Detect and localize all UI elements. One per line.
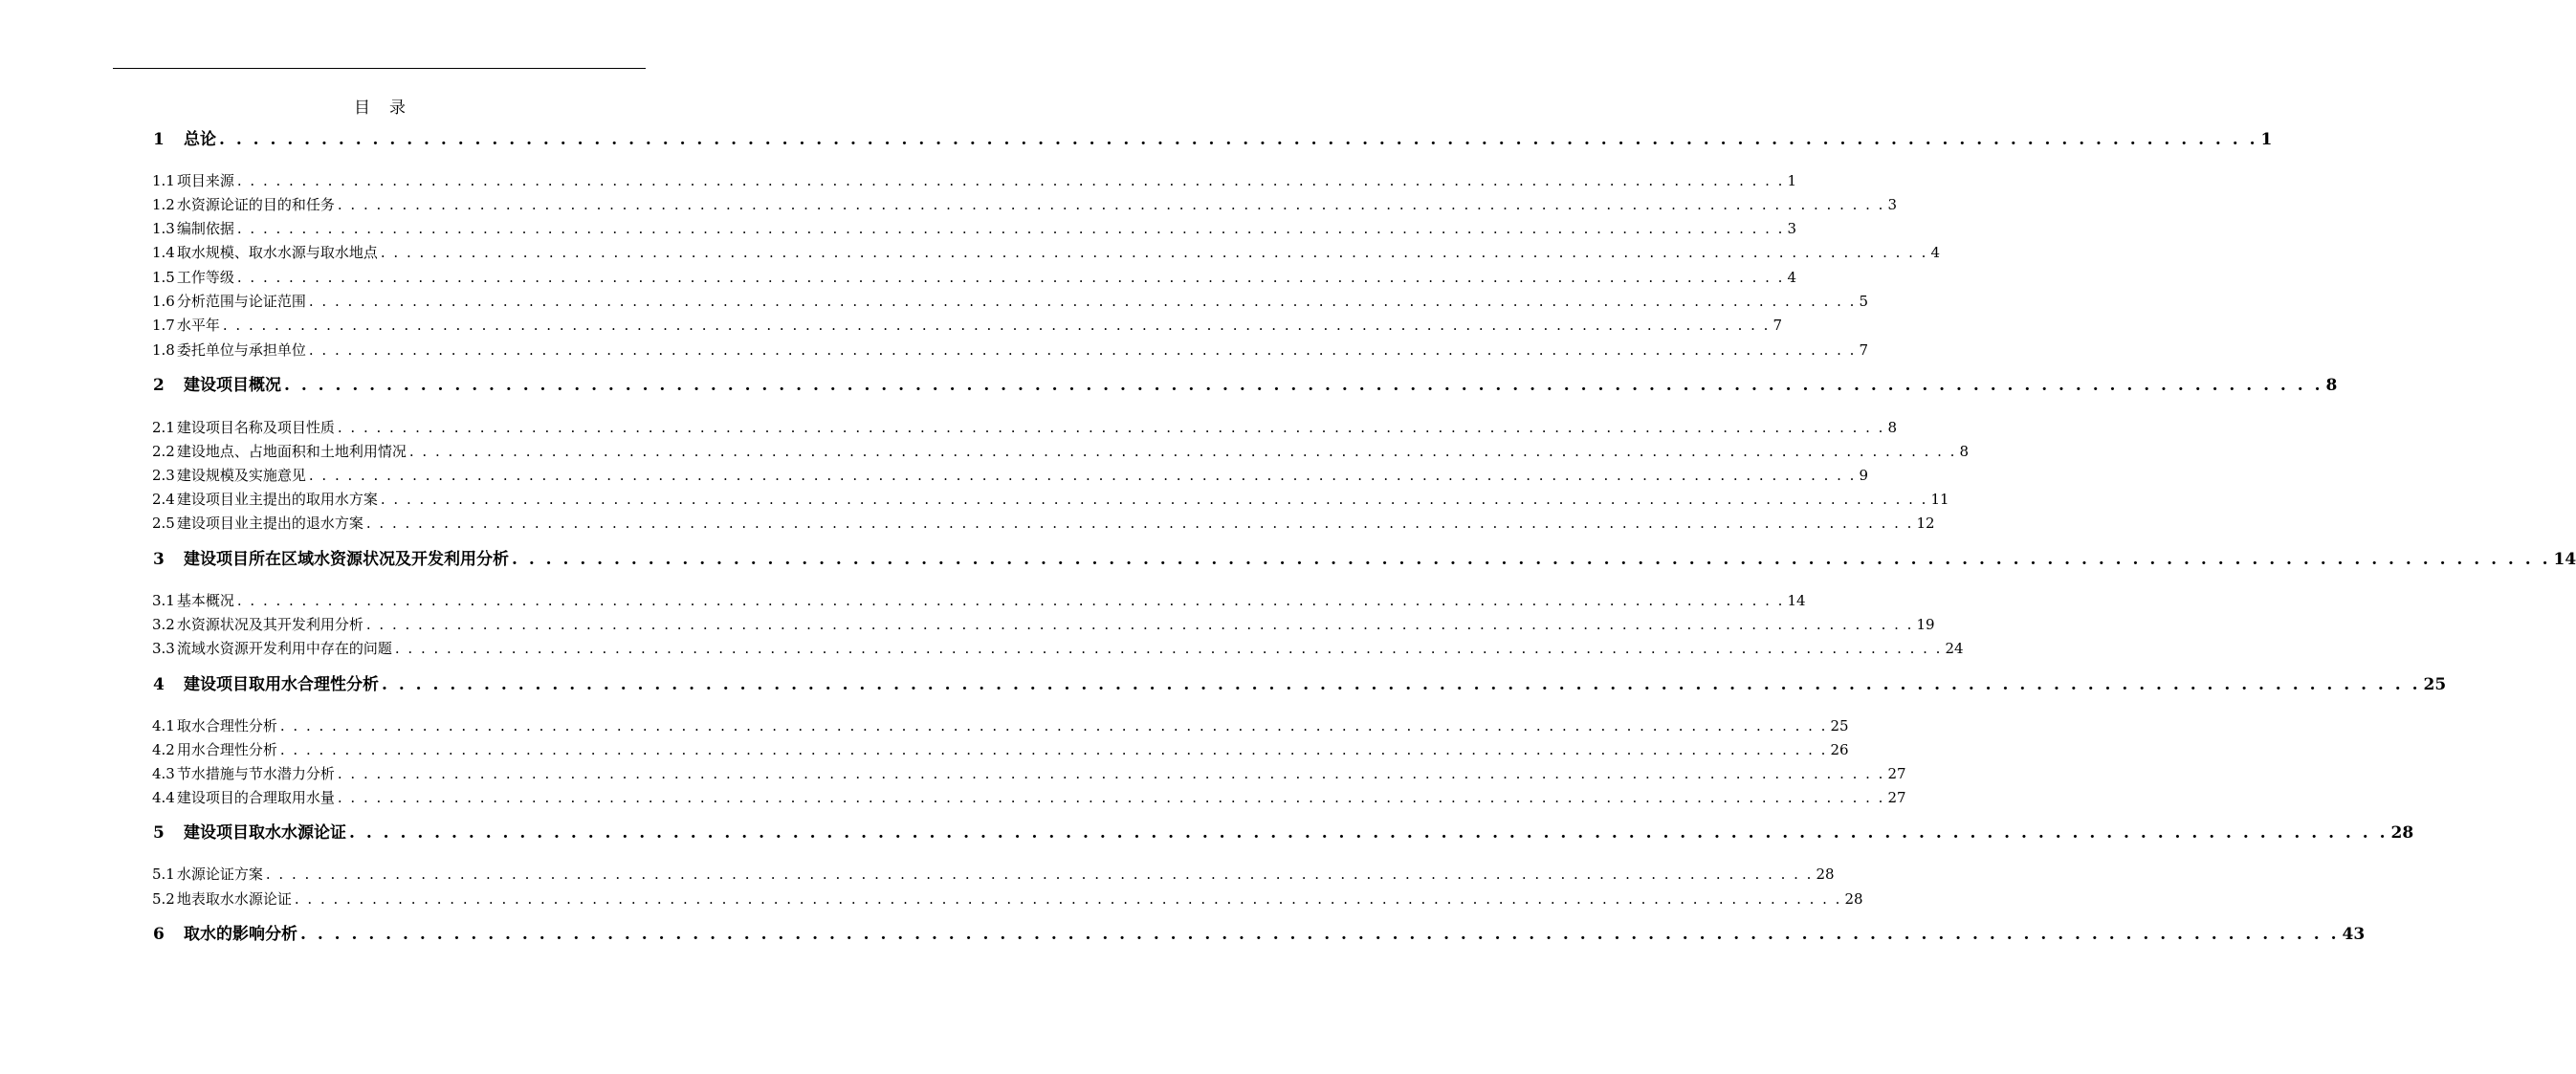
toc-entry-page: 8: [1887, 419, 1897, 436]
toc-entry-page: 12: [1916, 515, 1935, 532]
toc-section-entry[interactable]: [152, 315, 1782, 336]
toc-title-char-2: 录: [389, 99, 406, 118]
toc-entry-page: 14: [1787, 592, 1806, 609]
toc-entry-title: 建设项目所在区域水资源状况及开发利用分析: [184, 550, 509, 569]
toc-entry-number: 4.1: [152, 717, 175, 734]
toc-section-entry[interactable]: [152, 194, 1897, 215]
toc-entry-number: 2.2: [152, 443, 175, 460]
toc-section-entry[interactable]: [152, 218, 1796, 239]
toc-entry-page: 24: [1945, 640, 1964, 657]
toc-section-entry[interactable]: [152, 489, 1949, 510]
toc-entry-number: 1.7: [152, 317, 175, 334]
toc-entry-page: 27: [1887, 789, 1906, 806]
toc-chapter-entry[interactable]: [153, 371, 2338, 395]
toc-entry-number: 1.8: [152, 341, 175, 359]
toc-entry-number: 5.2: [152, 890, 175, 908]
toc-dot-leader: . . . . . . . . . . . . . . . . . . . . . . . . . . . . . . . . . . . . . . . . . . . . . . . . . . . . . . . . . . . . . . . . . . . . . . . . . . . . . . . . . . . . . . . . . . . . . . . . . . . . . . . . . . . . . . . . . . . . . . . .: [219, 130, 2258, 149]
toc-entry-title: 取水规模、取水水源与取水地点: [176, 244, 378, 261]
toc-dot-leader: . . . . . . . . . . . . . . . . . . . . . . . . . . . . . . . . . . . . . . . . . . . . . . . . . . . . . . . . . . . . . . . . . . . . . . . . . . . . . . . . . . . . . . . . . . . . . . . . . . . . . . . . . . . . . . . . . . . . . . . .: [236, 269, 1785, 286]
toc-entry-page: 28: [2390, 823, 2414, 843]
toc-entry-title: 项目来源: [176, 172, 234, 189]
toc-entry-title: 节水措施与节水潜力分析: [176, 765, 335, 782]
toc-section-entry[interactable]: [152, 888, 1863, 910]
toc-section-entry[interactable]: [152, 864, 1835, 885]
toc-section-entry[interactable]: [152, 614, 1935, 635]
toc-dot-leader: . . . . . . . . . . . . . . . . . . . . . . . . . . . . . . . . . . . . . . . . . . . . . . . . . . . . . . . . . . . . . . . . . . . . . . . . . . . . . . . . . . . . . . . . . . . . . . . . . . . . . . . . . . . . . . . . . . . . . . . .: [408, 443, 1957, 460]
toc-section-entry[interactable]: [152, 739, 1849, 760]
toc-entry-number: 1.2: [152, 196, 175, 213]
toc-entry-page: 3: [1887, 196, 1897, 213]
toc-entry-title: 建设项目业主提出的退水方案: [176, 515, 363, 532]
toc-entry-number: 2.4: [152, 491, 175, 508]
toc-entry-title: 取水合理性分析: [176, 717, 277, 734]
toc-entry-number: 4.3: [152, 765, 175, 782]
toc-entry-title: 基本概况: [176, 592, 234, 609]
toc-dot-leader: . . . . . . . . . . . . . . . . . . . . . . . . . . . . . . . . . . . . . . . . . . . . . . . . . . . . . . . . . . . . . . . . . . . . . . . . . . . . . . . . . . . . . . . . . . . . . . . . . . . . . . . . . . . . . . . . . . . . . . . .: [365, 616, 1914, 633]
toc-section-entry[interactable]: [152, 787, 1906, 808]
toc-chapter-entry[interactable]: [153, 819, 2414, 843]
toc-entry-title: 水资源论证的目的和任务: [176, 196, 335, 213]
toc-entry-page: 9: [1859, 467, 1868, 484]
toc-dot-leader: . . . . . . . . . . . . . . . . . . . . . . . . . . . . . . . . . . . . . . . . . . . . . . . . . . . . . . . . . . . . . . . . . . . . . . . . . . . . . . . . . . . . . . . . . . . . . . . . . . . . . . . . . . . . . . . . . . . . . . . .: [265, 866, 1814, 883]
toc-dot-leader: . . . . . . . . . . . . . . . . . . . . . . . . . . . . . . . . . . . . . . . . . . . . . . . . . . . . . . . . . . . . . . . . . . . . . . . . . . . . . . . . . . . . . . . . . . . . . . . . . . . . . . . . . . . . . . . . . . . . . . . .: [380, 491, 1928, 508]
toc-entry-page: 4: [1930, 244, 1940, 261]
toc-entry-number: 2.1: [152, 419, 175, 436]
toc-entry-number: 1.3: [152, 220, 175, 237]
toc-entry-title: 编制依据: [176, 220, 234, 237]
toc-entry-title: 建设地点、占地面积和土地利用情况: [176, 443, 407, 460]
toc-entry-page: 28: [1816, 866, 1835, 883]
toc-entry-title: 用水合理性分析: [176, 741, 277, 758]
toc-entry-title: 委托单位与承担单位: [176, 341, 306, 359]
toc-entry-title: 建设项目取用水合理性分析: [184, 675, 379, 694]
toc-entry-title: 建设项目取水水源论证: [184, 823, 346, 843]
toc-chapter-entry[interactable]: [153, 125, 2273, 149]
toc-title-char-1: 目: [354, 99, 370, 118]
toc-section-entry[interactable]: [152, 590, 1806, 611]
toc-entry-title: 水资源状况及其开发利用分析: [176, 616, 363, 633]
toc-section-entry[interactable]: [152, 291, 1868, 312]
toc-dot-leader: . . . . . . . . . . . . . . . . . . . . . . . . . . . . . . . . . . . . . . . . . . . . . . . . . . . . . . . . . . . . . . . . . . . . . . . . . . . . . . . . . . . . . . . . . . . . . . . . . . . . . . . . . . . . . . . . . . . . . . . .: [279, 717, 1828, 734]
toc-dot-leader: . . . . . . . . . . . . . . . . . . . . . . . . . . . . . . . . . . . . . . . . . . . . . . . . . . . . . . . . . . . . . . . . . . . . . . . . . . . . . . . . . . . . . . . . . . . . . . . . . . . . . . . . . . . . . . . . . . . . . . . .: [337, 196, 1885, 213]
toc-entry-number: 3: [153, 550, 165, 569]
toc-title: [0, 94, 760, 118]
toc-dot-leader: . . . . . . . . . . . . . . . . . . . . . . . . . . . . . . . . . . . . . . . . . . . . . . . . . . . . . . . . . . . . . . . . . . . . . . . . . . . . . . . . . . . . . . . . . . . . . . . . . . . . . . . . . . . . . . . . . . . . . . . .: [365, 515, 1914, 532]
toc-entry-page: 19: [1916, 616, 1935, 633]
toc-entry-number: 3.3: [152, 640, 175, 657]
toc-dot-leader: . . . . . . . . . . . . . . . . . . . . . . . . . . . . . . . . . . . . . . . . . . . . . . . . . . . . . . . . . . . . . . . . . . . . . . . . . . . . . . . . . . . . . . . . . . . . . . . . . . . . . . . . . . . . . . . . . . . . . . . .: [308, 293, 1857, 310]
toc-section-entry[interactable]: [152, 170, 1796, 191]
toc-entry-number: 3.1: [152, 592, 175, 609]
toc-entry-title: 建设规模及实施意见: [176, 467, 306, 484]
toc-dot-leader: . . . . . . . . . . . . . . . . . . . . . . . . . . . . . . . . . . . . . . . . . . . . . . . . . . . . . . . . . . . . . . . . . . . . . . . . . . . . . . . . . . . . . . . . . . . . . . . . . . . . . . . . . . . . . . . . . . . . . . . .: [236, 172, 1785, 189]
toc-entry-number: 1.5: [152, 269, 175, 286]
toc-dot-leader: . . . . . . . . . . . . . . . . . . . . . . . . . . . . . . . . . . . . . . . . . . . . . . . . . . . . . . . . . . . . . . . . . . . . . . . . . . . . . . . . . . . . . . . . . . . . . . . . . . . . . . . . . . . . . . . . . . . . . . . .: [337, 765, 1885, 782]
toc-entry-title: 建设项目名称及项目性质: [176, 419, 335, 436]
toc-entry-title: 建设项目概况: [184, 376, 281, 395]
toc-entry-number: 6: [153, 925, 165, 944]
toc-entry-page: 25: [2423, 675, 2447, 694]
header-rule: [113, 68, 646, 69]
toc-entry-page: 7: [1772, 317, 1782, 334]
toc-entry-page: 1: [1787, 172, 1796, 189]
toc-entry-page: 28: [1844, 890, 1863, 908]
toc-section-entry[interactable]: [152, 763, 1906, 784]
toc-section-entry[interactable]: [152, 340, 1868, 361]
toc-section-entry[interactable]: [152, 638, 1964, 659]
toc-entry-page: 4: [1787, 269, 1796, 286]
toc-entry-number: 2.3: [152, 467, 175, 484]
toc-entry-number: 1: [153, 130, 165, 149]
toc-entry-page: 27: [1887, 765, 1906, 782]
toc-entry-page: 43: [2342, 925, 2366, 944]
toc-entry-title: 流域水资源开发利用中存在的问题: [176, 640, 392, 657]
toc-dot-leader: . . . . . . . . . . . . . . . . . . . . . . . . . . . . . . . . . . . . . . . . . . . . . . . . . . . . . . . . . . . . . . . . . . . . . . . . . . . . . . . . . . . . . . . . . . . . . . . . . . . . . . . . . . . . . . . . . . . . . . . .: [394, 640, 1943, 657]
toc-chapter-entry[interactable]: [153, 545, 2576, 569]
toc-section-entry[interactable]: [152, 267, 1796, 288]
toc-entry-number: 1.4: [152, 244, 175, 261]
toc-entry-title: 建设项目的合理取用水量: [176, 789, 335, 806]
toc-entry-page: 5: [1859, 293, 1868, 310]
toc-dot-leader: . . . . . . . . . . . . . . . . . . . . . . . . . . . . . . . . . . . . . . . . . . . . . . . . . . . . . . . . . . . . . . . . . . . . . . . . . . . . . . . . . . . . . . . . . . . . . . . . . . . . . . . . . . . . . . . . . . . . . . . .: [222, 317, 1771, 334]
toc-section-entry[interactable]: [152, 465, 1868, 486]
toc-dot-leader: . . . . . . . . . . . . . . . . . . . . . . . . . . . . . . . . . . . . . . . . . . . . . . . . . . . . . . . . . . . . . . . . . . . . . . . . . . . . . . . . . . . . . . . . . . . . . . . . . . . . . . . . . . . . . . . . . . . . . . . .: [337, 789, 1885, 806]
toc-dot-leader: . . . . . . . . . . . . . . . . . . . . . . . . . . . . . . . . . . . . . . . . . . . . . . . . . . . . . . . . . . . . . . . . . . . . . . . . . . . . . . . . . . . . . . . . . . . . . . . . . . . . . . . . . . . . . . . . . . . . . . . .: [382, 675, 2421, 694]
toc-section-entry[interactable]: [152, 513, 1935, 534]
toc-entry-title: 水源论证方案: [176, 866, 263, 883]
toc-entry-page: 25: [1830, 717, 1849, 734]
toc-entry-page: 11: [1930, 491, 1949, 508]
toc-entry-title: 总论: [184, 130, 216, 149]
toc-dot-leader: . . . . . . . . . . . . . . . . . . . . . . . . . . . . . . . . . . . . . . . . . . . . . . . . . . . . . . . . . . . . . . . . . . . . . . . . . . . . . . . . . . . . . . . . . . . . . . . . . . . . . . . . . . . . . . . . . . . . . . . .: [236, 592, 1785, 609]
toc-entry-page: 3: [1787, 220, 1796, 237]
toc-section-entry[interactable]: [152, 441, 1969, 462]
toc-entry-title: 水平年: [176, 317, 220, 334]
toc-entry-page: 7: [1859, 341, 1868, 359]
toc-entry-title: 建设项目业主提出的取用水方案: [176, 491, 378, 508]
toc-entry-number: 5.1: [152, 866, 175, 883]
toc-entry-number: 4.2: [152, 741, 175, 758]
toc-entry-page: 14: [2553, 550, 2576, 569]
toc-dot-leader: . . . . . . . . . . . . . . . . . . . . . . . . . . . . . . . . . . . . . . . . . . . . . . . . . . . . . . . . . . . . . . . . . . . . . . . . . . . . . . . . . . . . . . . . . . . . . . . . . . . . . . . . . . . . . . . . . . . . . . . .: [236, 220, 1785, 237]
toc-entry-number: 4.4: [152, 789, 175, 806]
toc-entry-page: 26: [1830, 741, 1849, 758]
toc-dot-leader: . . . . . . . . . . . . . . . . . . . . . . . . . . . . . . . . . . . . . . . . . . . . . . . . . . . . . . . . . . . . . . . . . . . . . . . . . . . . . . . . . . . . . . . . . . . . . . . . . . . . . . . . . . . . . . . . . . . . . . . .: [300, 925, 2340, 944]
toc-entry-number: 4: [153, 675, 165, 694]
toc-dot-leader: . . . . . . . . . . . . . . . . . . . . . . . . . . . . . . . . . . . . . . . . . . . . . . . . . . . . . . . . . . . . . . . . . . . . . . . . . . . . . . . . . . . . . . . . . . . . . . . . . . . . . . . . . . . . . . . . . . . . . . . .: [512, 550, 2551, 569]
toc-entry-title: 地表取水水源论证: [176, 890, 292, 908]
toc-entry-page: 8: [2325, 376, 2338, 395]
toc-entry-number: 5: [153, 823, 165, 843]
toc-section-entry[interactable]: [152, 242, 1940, 263]
toc-dot-leader: . . . . . . . . . . . . . . . . . . . . . . . . . . . . . . . . . . . . . . . . . . . . . . . . . . . . . . . . . . . . . . . . . . . . . . . . . . . . . . . . . . . . . . . . . . . . . . . . . . . . . . . . . . . . . . . . . . . . . . . .: [349, 823, 2389, 843]
toc-dot-leader: . . . . . . . . . . . . . . . . . . . . . . . . . . . . . . . . . . . . . . . . . . . . . . . . . . . . . . . . . . . . . . . . . . . . . . . . . . . . . . . . . . . . . . . . . . . . . . . . . . . . . . . . . . . . . . . . . . . . . . . .: [294, 890, 1842, 908]
toc-section-entry[interactable]: [152, 715, 1849, 736]
toc-entry-title: 工作等级: [176, 269, 234, 286]
toc-dot-leader: . . . . . . . . . . . . . . . . . . . . . . . . . . . . . . . . . . . . . . . . . . . . . . . . . . . . . . . . . . . . . . . . . . . . . . . . . . . . . . . . . . . . . . . . . . . . . . . . . . . . . . . . . . . . . . . . . . . . . . . .: [284, 376, 2323, 395]
toc-entry-number: 3.2: [152, 616, 175, 633]
toc-entry-title: 取水的影响分析: [184, 925, 297, 944]
toc-section-entry[interactable]: [152, 417, 1897, 438]
toc-entry-page: 1: [2260, 130, 2273, 149]
toc-dot-leader: . . . . . . . . . . . . . . . . . . . . . . . . . . . . . . . . . . . . . . . . . . . . . . . . . . . . . . . . . . . . . . . . . . . . . . . . . . . . . . . . . . . . . . . . . . . . . . . . . . . . . . . . . . . . . . . . . . . . . . . .: [308, 467, 1857, 484]
toc-entry-page: 8: [1959, 443, 1969, 460]
toc-dot-leader: . . . . . . . . . . . . . . . . . . . . . . . . . . . . . . . . . . . . . . . . . . . . . . . . . . . . . . . . . . . . . . . . . . . . . . . . . . . . . . . . . . . . . . . . . . . . . . . . . . . . . . . . . . . . . . . . . . . . . . . .: [279, 741, 1828, 758]
toc-dot-leader: . . . . . . . . . . . . . . . . . . . . . . . . . . . . . . . . . . . . . . . . . . . . . . . . . . . . . . . . . . . . . . . . . . . . . . . . . . . . . . . . . . . . . . . . . . . . . . . . . . . . . . . . . . . . . . . . . . . . . . . .: [308, 341, 1857, 359]
toc-dot-leader: . . . . . . . . . . . . . . . . . . . . . . . . . . . . . . . . . . . . . . . . . . . . . . . . . . . . . . . . . . . . . . . . . . . . . . . . . . . . . . . . . . . . . . . . . . . . . . . . . . . . . . . . . . . . . . . . . . . . . . . .: [337, 419, 1885, 436]
toc-entry-number: 1.6: [152, 293, 175, 310]
toc-entry-number: 2.5: [152, 515, 175, 532]
toc-entry-title: 分析范围与论证范围: [176, 293, 306, 310]
toc-entry-number: 1.1: [152, 172, 175, 189]
toc-entry-number: 2: [153, 376, 165, 395]
toc-chapter-entry[interactable]: [153, 920, 2366, 944]
toc-dot-leader: . . . . . . . . . . . . . . . . . . . . . . . . . . . . . . . . . . . . . . . . . . . . . . . . . . . . . . . . . . . . . . . . . . . . . . . . . . . . . . . . . . . . . . . . . . . . . . . . . . . . . . . . . . . . . . . . . . . . . . . .: [380, 244, 1928, 261]
toc-chapter-entry[interactable]: [153, 670, 2447, 694]
